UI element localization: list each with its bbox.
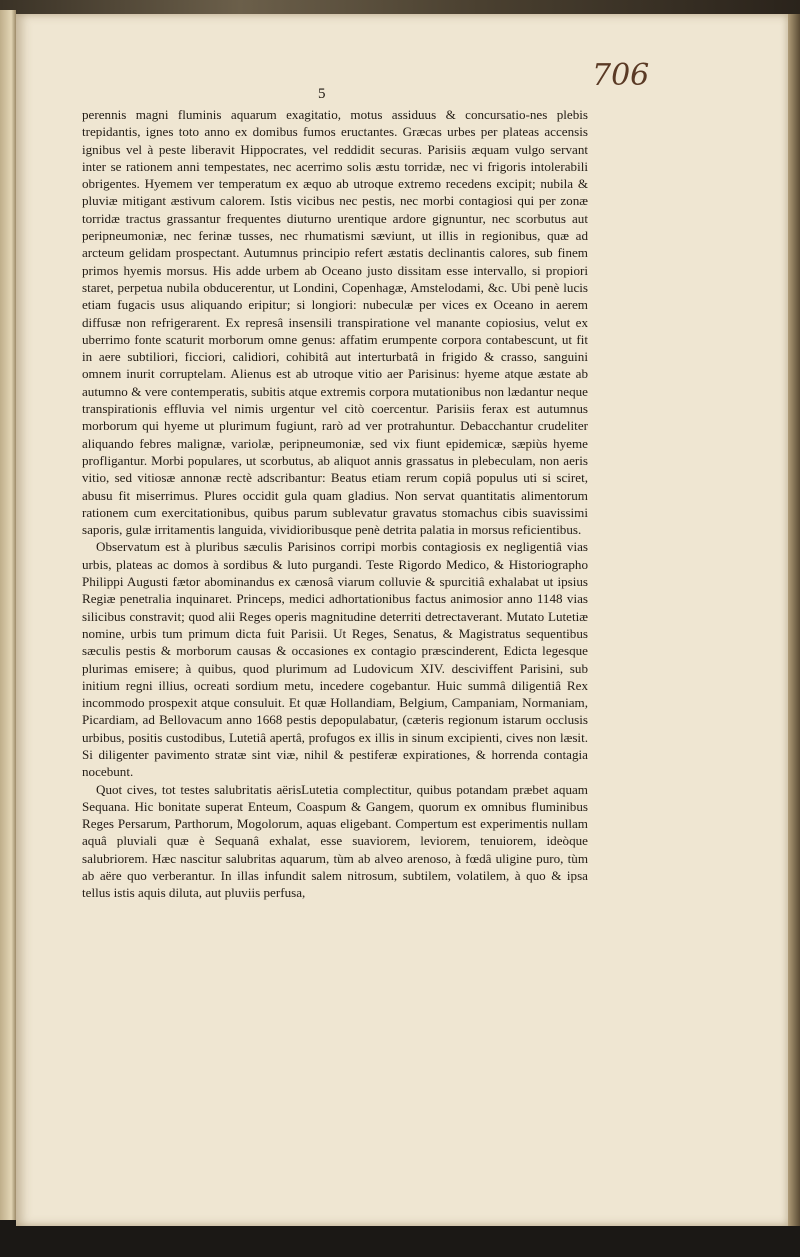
page-text <box>82 106 588 902</box>
page-fore-edge <box>788 14 800 1226</box>
facing-page-edge <box>0 10 16 1220</box>
page-number: 706 <box>592 58 650 93</box>
book-bottom-edge <box>0 1226 800 1257</box>
paragraph: perennis magni fluminis aquarum exagitatio, motus assiduus & concursatio-nes plebis trepidantis, ignes toto anno ex domibus fumos eructantes. Græcas urbes per plateas accensis ignibus vel à peste liberavit Hippocrates, vel reddidit securas. Parisiis æquam vulgo servant inter se rationem anni tempestates, nec acerrimo solis æstu torridæ, nec vi frigoris intolerabili obrigentes. Hyemem ver temperatum ex æquo ab utroque extremo recedens excipit; nubila & pluviæ mitigant æstivum calorem. Istis vicibus nec pestis, nec morbi contagiosi qui per zonæ torridæ tractus grassantur frequentes diuturno urentique ardore gignuntur, nec scorbutus aut peripneumoniæ, nec ferinæ tusses, nec rhumatismi sæviunt, ut illis in regionibus, quæ ad arcteum gelidam prospectant. Autumnus principio refert æstatis declinantis calores, sub finem primos hyemis morsus. His adde urbem ab Oceano justo dissitam esse intervallo, si propiori staret, perpetua nubila obducerentur, ut Londini, Copenhagæ, Amstelodami, &c. Ubi penè lucis etiam fugacis usus aliquando eripitur; si longiori: nubeculæ per vices ex Oceano in aerem diffusæ non refrigerarent. Ex represâ insensili transpiratione vel manante copiosius, velut ex uberrimo fonte scaturit morborum omne genus: affatim erumpente corpora contabescunt, ut fit in aere subtiliori, ficciori, calidiori, cohibitâ aut interturbatâ in frigido & crasso, sanguini omnem inurit corruptelam. Alienus est ab utroque vitio aer Parisinus: hyeme atque æstate ab autumno & vere contemperatis, subitis atque extremis corpora mutationibus non lædantur neque transpirationis effluvia vel nimis urgentur vel citò coercentur. Parisiis ferax est autumnus morborum qui hyeme ut plurimum fugiunt, rarò ad ver protrahuntur. Debacchantur crudeliter aliquando febres malignæ, variolæ, peripneumoniæ, sed vix fiunt epidemicæ, sæpiùs hyeme profligantur. Morbi populares, ut scorbutus, ab aliquot annis grassatus in plebeculam, non aeris vitio, sed vitiosæ annonæ rectè adscribantur: Beatus etiam rerum copiâ populus uti si sciret, abusu fit miserrimus. Plures occidit gula quam gladius. Non servat quantitatis alimentorum rationem cum exercitationibus, quibus parum sublevatur gravatus stomachus cibis suavissimi saporis, gulæ irritamentis languida, vividioribusque penè detrita palatia in morsus reficientibus. <box>82 107 588 538</box>
paragraph: Quot cives, tot testes salubritatis aërisLutetia complectitur, quibus potandam præbet aquam Sequana. Hic bonitate superat Enteum, Coaspum & Gangem, quorum ex omnibus fluminibus Reges Persarum, Parthorum, Mogolorum, aquas eligebant. Compertum est experimentis nullam aquâ pluviali quæ è Sequanâ exhalat, esse suaviorem, leviorem, tenuiorem, ideòque salubriorem. Hæc nascitur salubritas aquarum, tùm ab alveo arenoso, à fœdâ uligine puro, tùm ab aëre quo verberantur. In illas infundit salem nitrosum, subtilem, volatilem, à quo & ipsa tellus istis aquis diluta, aut pluviis perfusa, <box>82 781 588 901</box>
signature-mark: 5 <box>318 86 326 102</box>
paragraph: Observatum est à pluribus sæculis Parisinos corripi morbis contagiosis ex negligentiâ vias urbis, plateas ac domos à sordibus & luto purgandi. Teste Rigordo Medico, & Historiographo Philippi Augusti fætor abominandus ex cænosâ viarum colluvie & spurcitiâ exhalabat ut ipsius Regiæ penetralia inquinaret. Princeps, medici adhortationibus factus animosior anno 1148 vias silicibus constravit; quod alii Reges operis magnitudine deterriti detrectaverant. Mutato Lutetiæ nomine, urbis tum primum dicta fuit Parisii. Ut Reges, Senatus, & Magistratus sequentibus sæculis pestis & morborum causas & occasiones ex contagio præscinderent, Edicta legesque plurimas emisere; à quibus, quod plurimum ad Ludovicum XIV. desciviffent Parisini, sub initium regni illius, ocreati sordium metu, incedere cogebantur. Huic summâ diligentiâ Rex incommodo prospexit atque consuluit. Et quæ Hollandiam, Belgium, Campaniam, Normaniam, Picardiam, ad Bellovacum anno 1668 pestis depopulabatur, (cæteris regionum istarum occlusis urbibus, positis custodibus, Lutetiâ apertâ, profugos ex illis in sinum excipienti, cives non læsit. Si diligenter pavimento stratæ sint viæ, nihil & pestiferæ expirationes, & horrenda contagia nocebunt. <box>82 539 588 780</box>
